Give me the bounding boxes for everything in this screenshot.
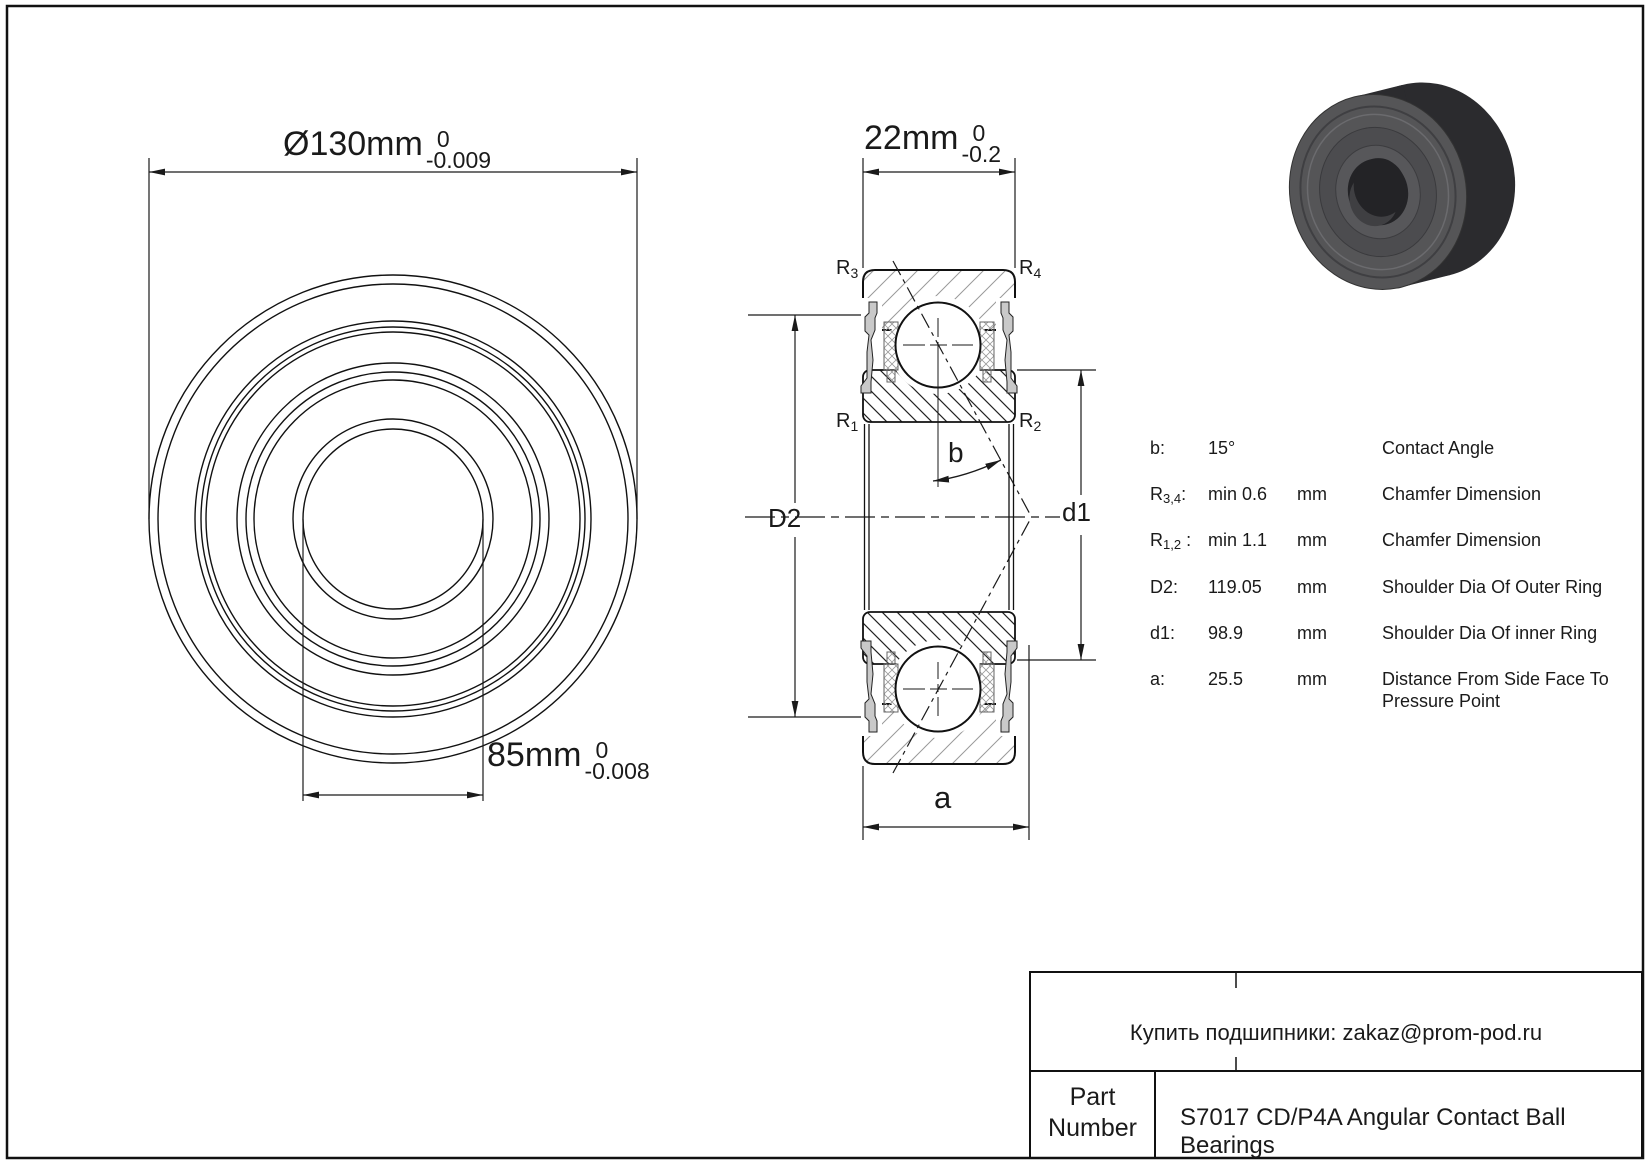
label-b-angle: b — [948, 437, 964, 468]
bore-diameter-dimension: 85mm 0 -0.008 — [487, 736, 650, 784]
contact-angle-arc — [933, 460, 1001, 481]
outer-diameter-dimension: Ø130mm 0 -0.009 — [283, 125, 492, 173]
d2-dimension — [748, 315, 861, 717]
label-d1: d1 — [1062, 497, 1091, 527]
section-width-dimension-text: 22mm 0 -0.2 — [864, 119, 1002, 167]
spec-row-chamfer-r34: $R_{3,4}$: min 0.6 mm Chamfer Dimension — [1150, 484, 1542, 506]
spec-row-d1: d1: 98.9 mm Shoulder Dia Of inner Ring — [1150, 623, 1598, 643]
contact-email-text: Купить подшипники: zakaz@prom-pod.ru — [1129, 1020, 1543, 1045]
part-number-value: S7017 CD/P4A Angular Contact Ball Bearings — [1180, 1104, 1566, 1159]
label-r1: $R_1$ — [836, 410, 859, 434]
spec-row-contact-angle: b: 15° Contact Angle — [1150, 438, 1495, 458]
label-r4: $R_4$ — [1019, 257, 1042, 281]
label-r2: $R_2$ — [1019, 410, 1042, 434]
section-width-dimension — [863, 158, 1015, 268]
front-view-dimensions — [149, 158, 637, 801]
spec-row-d2: D2: 119.05 mm Shoulder Dia Of Outer Ring — [1150, 577, 1603, 597]
label-a: a — [934, 780, 952, 815]
spec-row-a: a: 25.5 mm Distance From Side Face To Pressure Point — [1150, 669, 1609, 711]
bearing-3d-render — [1269, 64, 1536, 309]
label-r3: $R_3$ — [836, 257, 859, 281]
label-d2: D2 — [768, 503, 802, 533]
spec-row-chamfer-r12: $R_{1,2}$ : min 1.1 mm Chamfer Dimension — [1150, 530, 1542, 552]
front-view — [149, 275, 637, 763]
part-number-label: Part Number — [1048, 1083, 1137, 1142]
